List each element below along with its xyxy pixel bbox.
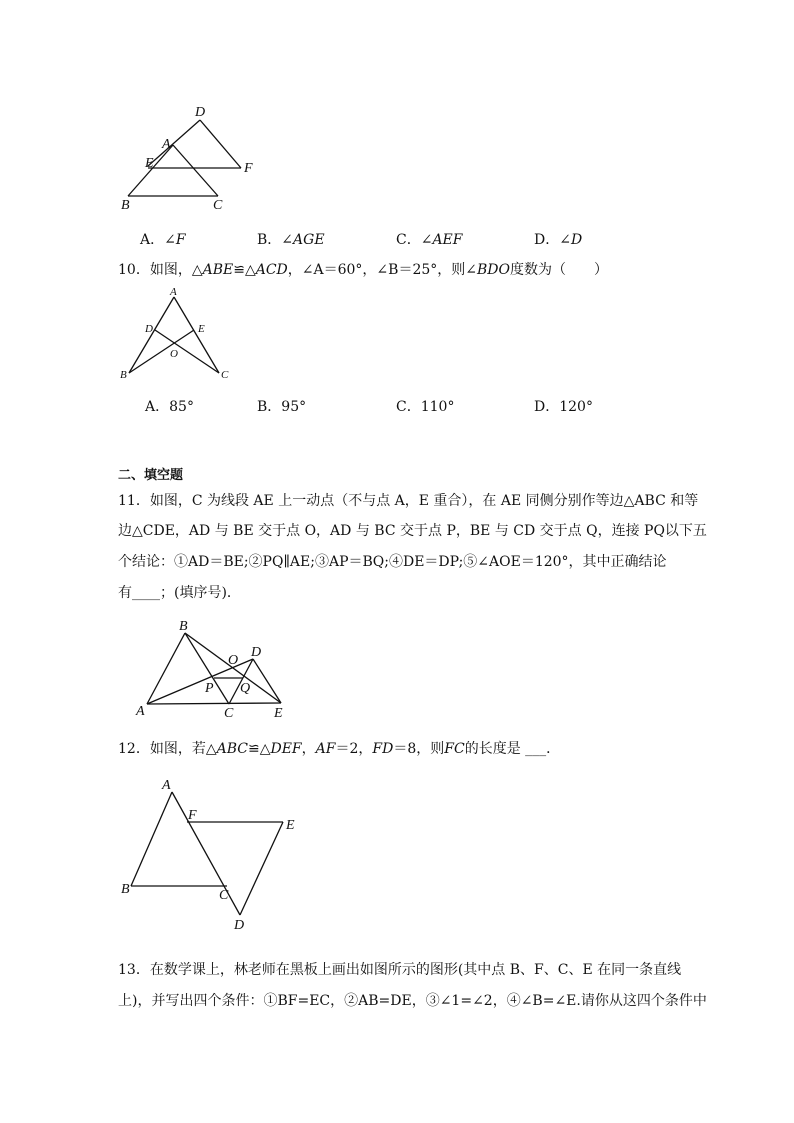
- q10-prefix: 10．如图，: [118, 262, 192, 278]
- q12-fd: FD: [372, 741, 394, 757]
- fig12-label-D: D: [234, 918, 245, 933]
- fig10-label-D: D: [145, 323, 153, 335]
- fig11-label-P: P: [205, 681, 214, 696]
- fig12-label-C: C: [219, 888, 229, 903]
- choice-text: 120°: [559, 399, 593, 415]
- fig12-label-A: A: [162, 778, 171, 793]
- fig11-label-C: C: [224, 706, 234, 721]
- q10-angle: ∠BDO: [465, 262, 511, 278]
- choice-letter: D．: [534, 399, 560, 415]
- q12-af-val: ＝2，: [335, 741, 373, 757]
- question-13-line2: 上)，并写出四个条件：①BF=EC，②AB=DE，③∠1=∠2，④∠B=∠E.请你从这四个条件中: [118, 993, 707, 1009]
- fig9-label-A: A: [162, 137, 171, 152]
- choice-letter: D．: [534, 232, 560, 248]
- question-11-line4: 有____；(填序号)．: [118, 585, 241, 601]
- choice-text: ∠AEF: [420, 232, 463, 248]
- choice-text: 110°: [420, 399, 455, 415]
- question-11-line2: 边△CDE，AD 与 BE 交于点 O，AD 与 BC 交于点 P，BE 与 CD 交于点 Q，连接 PQ以下五: [118, 523, 707, 539]
- q12-tri2: △DEF: [259, 741, 302, 757]
- fig12-label-E: E: [286, 818, 295, 833]
- q10-tri2: △ACD: [244, 262, 288, 278]
- fig9-label-D: D: [195, 105, 206, 120]
- q12-tri1: △ABC: [205, 741, 248, 757]
- question-11-line3: 个结论：①AD＝BE;②PQ∥AE;③AP＝BQ;④DE＝DP;⑤∠AOE＝120°，其中正确结论: [118, 554, 667, 570]
- question-11-line1: 11．如图，C 为线段 AE 上一动点（不与点 A，E 重合），在 AE 同侧分别作等边△ABC 和等: [118, 493, 699, 509]
- q12-fd-val: ＝8，则: [393, 741, 445, 757]
- fig12-segment-ED: [240, 822, 283, 915]
- q10-tri1: △ABE: [191, 262, 234, 278]
- q12-cong: ≌: [247, 741, 260, 757]
- choice-text: ∠AGE: [281, 232, 325, 248]
- q12-af: AF: [315, 741, 336, 757]
- q12-fc: FC: [444, 741, 465, 757]
- fig11-label-A: A: [136, 704, 145, 719]
- fig9-label-B: B: [121, 198, 130, 213]
- q12-sep1: ，: [301, 741, 316, 757]
- fig11-label-O: O: [228, 653, 239, 668]
- choice-text: 85°: [169, 399, 194, 415]
- fig11-label-D: D: [251, 645, 262, 660]
- fig10-label-O: O: [170, 348, 178, 360]
- question-13-line1: 13．在数学课上，林老师在黑板上画出如图所示的图形(其中点 B、F、C、E 在同一条直线: [118, 962, 682, 978]
- q12-prefix: 12．如图，若: [118, 741, 206, 757]
- fig11-label-E: E: [274, 706, 283, 721]
- fig11-label-B: B: [179, 619, 188, 634]
- choice-letter: A．: [140, 232, 165, 248]
- choice-letter: B．: [257, 232, 282, 248]
- choice-letter: A．: [145, 399, 170, 415]
- fig10-label-E: E: [198, 323, 205, 335]
- fig11-label-Q: Q: [240, 681, 251, 696]
- fig9-label-F: F: [244, 161, 253, 176]
- section-title-fill-in: 二、填空题: [118, 468, 184, 483]
- choice-text: ∠F: [164, 232, 186, 248]
- fig9-label-E: E: [145, 156, 154, 171]
- q10-suffix: 度数为（ ）: [510, 262, 609, 278]
- fig12-segment-AB: [131, 792, 172, 886]
- fig12-label-B: B: [121, 882, 130, 897]
- fig10-label-A: A: [170, 286, 177, 298]
- choice-letter: C．: [396, 232, 421, 248]
- q10-middle: ，∠A＝60°，∠B＝25°，则: [287, 262, 466, 278]
- fig12-segment-AD: [172, 792, 240, 915]
- choice-letter: B．: [257, 399, 282, 415]
- fig10-label-C: C: [221, 369, 229, 381]
- fig9-label-C: C: [213, 198, 223, 213]
- choice-text: ∠D: [559, 232, 583, 248]
- choice-text: 95°: [281, 399, 307, 415]
- q12-suffix: 的长度是 ___．: [464, 741, 561, 757]
- choice-letter: C．: [396, 399, 421, 415]
- fig12-label-F: F: [188, 808, 197, 823]
- fig10-label-B: B: [120, 369, 127, 381]
- q10-cong: ≌: [233, 262, 245, 278]
